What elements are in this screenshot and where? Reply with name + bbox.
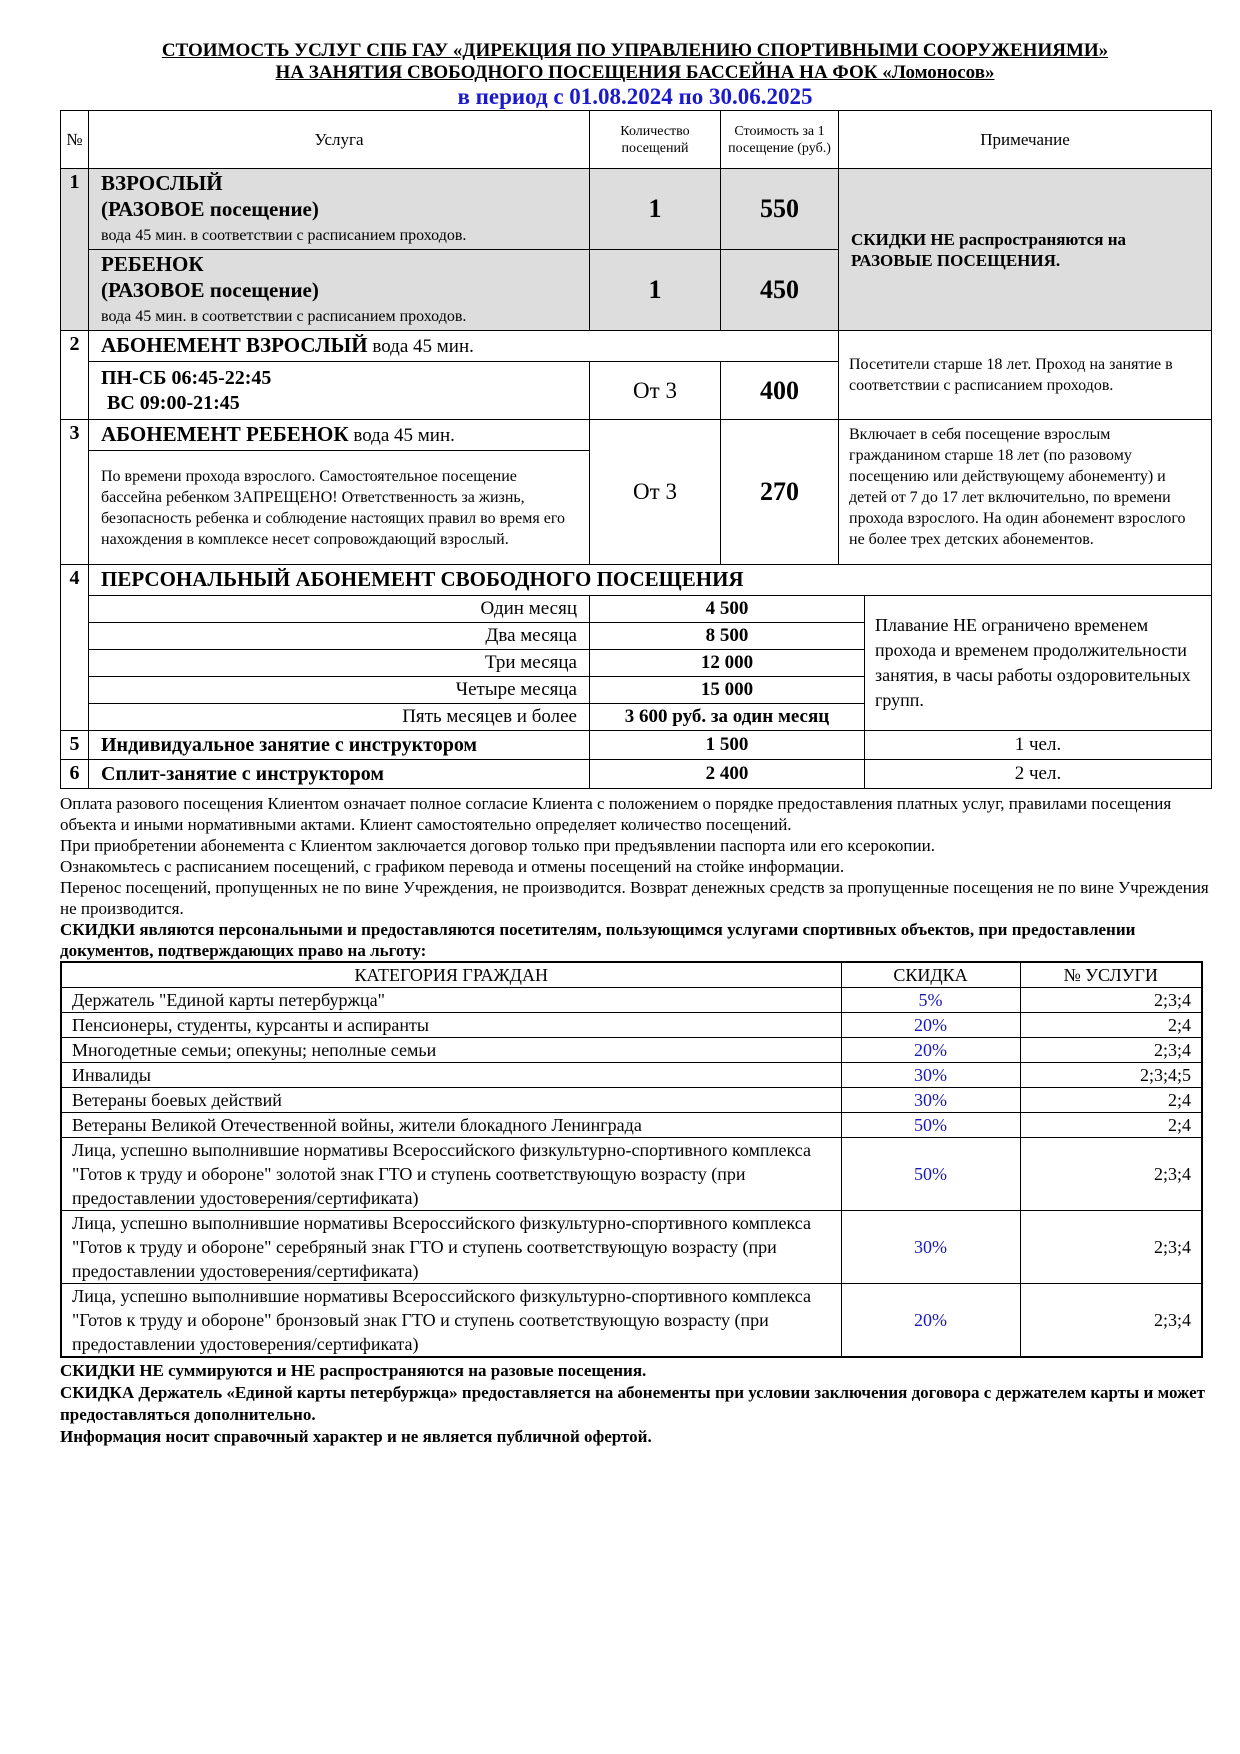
service-desc: По времени прохода взрослого. Самостоятельное посещение бассейна ребенком ЗАПРЕЩЕНО! Ответственность за жизнь, безопасность ребенка и соблюдение настоящих правил во время его нахождения в комплексе несет сопровождающий взрослый.	[89, 451, 590, 565]
service-num: 4	[61, 565, 89, 731]
visits-value: От 3	[590, 362, 721, 420]
service-num: 3	[61, 420, 89, 565]
discount-value: 20%	[841, 1038, 1020, 1063]
price-value: 270	[721, 420, 839, 565]
footer-line: СКИДКА Держатель «Единой карты петербуржца» предоставляется на абонементы при условии заключения договора с держателем карты и может предоставляться дополнительно.	[60, 1383, 1206, 1424]
discount-category: Инвалиды	[61, 1063, 841, 1088]
discount-service-nums: 2;3;4	[1020, 1211, 1202, 1284]
service-num: 6	[61, 760, 89, 789]
discount-service-nums: 2;3;4;5	[1020, 1063, 1202, 1088]
discount-value: 50%	[841, 1138, 1020, 1211]
discount-category: Лица, успешно выполнившие нормативы Всероссийского физкультурно-спортивного комплекса "Готов к труду и обороне" золотой знак ГТО и ступень соответствующую возрасту (при предоставлении удостоверения/сертификата)	[61, 1138, 841, 1211]
service-note: СКИДКИ НЕ распространяются на РАЗОВЫЕ ПОСЕЩЕНИЯ.	[839, 169, 1212, 331]
price-document	[60, 40, 1210, 1448]
service-child-single	[89, 250, 590, 331]
discount-value: 50%	[841, 1113, 1020, 1138]
service-title: РЕБЕНОК	[101, 252, 204, 276]
service-note: 2 чел.	[865, 760, 1212, 789]
discount-category: Ветераны Великой Отечественной войны, жители блокадного Ленинграда	[61, 1113, 841, 1138]
discount-service-nums: 2;3;4	[1020, 1284, 1202, 1358]
terms-text	[60, 793, 1210, 961]
schedule	[89, 362, 590, 420]
service-subtitle: (РАЗОВОЕ посещение)	[101, 197, 319, 221]
visits-value: От 3	[590, 420, 721, 565]
discounts-table	[60, 961, 1203, 1358]
discount-category: Лица, успешно выполнившие нормативы Всероссийского физкультурно-спортивного комплекса "Готов к труду и обороне" бронзовый знак ГТО и ступень соответствующую возрасту (при предоставлении удостоверения/сертификата)	[61, 1284, 841, 1358]
discount-value: 20%	[841, 1284, 1020, 1358]
discount-value: 30%	[841, 1063, 1020, 1088]
service-subtitle: (РАЗОВОЕ посещение)	[101, 278, 319, 302]
discount-row	[61, 1038, 1202, 1063]
price-value: 400	[721, 362, 839, 420]
service-title: Индивидуальное занятие с инструктором	[89, 731, 590, 760]
service-title: ПЕРСОНАЛЬНЫЙ АБОНЕМЕНТ СВОБОДНОГО ПОСЕЩЕНИЯ	[101, 567, 744, 591]
price-value: 450	[721, 250, 839, 331]
footer-line: СКИДКИ НЕ суммируются и НЕ распространяются на разовые посещения.	[60, 1361, 647, 1380]
subscription-price: 12 000	[590, 650, 865, 677]
service-title-cell	[89, 331, 839, 362]
discount-category: Держатель "Единой карты петербуржца"	[61, 988, 841, 1013]
service-water: вода 45 мин.	[353, 425, 455, 446]
discount-row	[61, 1284, 1202, 1358]
service-num: 2	[61, 331, 89, 420]
subscription-period: Один месяц	[89, 596, 590, 623]
discount-service-nums: 2;4	[1020, 1088, 1202, 1113]
discounts-table-header	[61, 962, 1202, 988]
service-num: 5	[61, 731, 89, 760]
footer-notes	[60, 1360, 1210, 1448]
footer-line: Информация носит справочный характер и не является публичной офертой.	[60, 1427, 652, 1446]
service-row-6	[61, 760, 1212, 789]
service-desc: вода 45 мин. в соответствии с расписанием проходов.	[101, 227, 467, 244]
service-num: 1	[61, 169, 89, 331]
service-desc: вода 45 мин. в соответствии с расписанием проходов.	[101, 308, 467, 325]
schedule-sunday: ВС 09:00-21:45	[107, 391, 240, 414]
service-row-1-adult	[61, 169, 1212, 250]
col-note: Примечание	[839, 111, 1212, 169]
subscription-item	[61, 596, 1212, 623]
subscription-price: 3 600 руб. за один месяц	[590, 704, 865, 731]
discount-service-nums: 2;4	[1020, 1113, 1202, 1138]
col-num: №	[61, 111, 89, 169]
services-table	[60, 110, 1212, 789]
discount-row	[61, 1138, 1202, 1211]
visits-value: 1	[590, 250, 721, 331]
schedule-weekdays: ПН-СБ 06:45-22:45	[101, 366, 272, 389]
service-row-2-title	[61, 331, 1212, 362]
service-row-3-title	[61, 420, 1212, 451]
subscription-period: Два месяца	[89, 623, 590, 650]
col-visits: Количество посещений	[590, 111, 721, 169]
price-value: 1 500	[590, 731, 865, 760]
discount-category: Многодетные семьи; опекуны; неполные семьи	[61, 1038, 841, 1063]
subscription-price: 8 500	[590, 623, 865, 650]
discount-row	[61, 1088, 1202, 1113]
col-category: КАТЕГОРИЯ ГРАЖДАН	[61, 962, 841, 988]
discount-row	[61, 1063, 1202, 1088]
service-row-5	[61, 731, 1212, 760]
service-note: Плавание НЕ ограничено временем прохода и временем продолжительности занятия, в часы работы оздоровительных групп.	[865, 596, 1212, 731]
terms-paragraph: Перенос посещений, пропущенных не по вине Учреждения, не производится. Возврат денежных средств за пропущенные посещения не по вине Учреждения не производится.	[60, 878, 1209, 918]
discount-category: Ветераны боевых действий	[61, 1088, 841, 1113]
col-discount: СКИДКА	[841, 962, 1020, 988]
discount-row	[61, 1013, 1202, 1038]
discount-row	[61, 1113, 1202, 1138]
service-adult-single	[89, 169, 590, 250]
discount-value: 30%	[841, 1211, 1020, 1284]
price-value: 550	[721, 169, 839, 250]
service-note: 1 чел.	[865, 731, 1212, 760]
service-title: АБОНЕМЕНТ РЕБЕНОК	[101, 422, 349, 446]
service-row-4-title	[61, 565, 1212, 596]
visits-value: 1	[590, 169, 721, 250]
service-title-cell	[89, 565, 1212, 596]
service-title: ВЗРОСЛЫЙ	[101, 171, 223, 195]
discount-service-nums: 2;3;4	[1020, 1038, 1202, 1063]
service-title: АБОНЕМЕНТ ВЗРОСЛЫЙ	[101, 333, 368, 357]
service-note: Посетители старше 18 лет. Проход на занятие в соответствии с расписанием проходов.	[839, 331, 1212, 420]
service-water: вода 45 мин.	[372, 336, 474, 357]
subscription-period: Пять месяцев и более	[89, 704, 590, 731]
subscription-period: Четыре месяца	[89, 677, 590, 704]
discount-value: 5%	[841, 988, 1020, 1013]
terms-paragraph: Ознакомьтесь с расписанием посещений, с графиком перевода и отмены посещений на стойке информации.	[60, 857, 845, 876]
doc-title-line1: СТОИМОСТЬ УСЛУГ СПБ ГАУ «ДИРЕКЦИЯ ПО УПРАВЛЕНИЮ СПОРТИВНЫМИ СООРУЖЕНИЯМИ»	[161, 40, 1109, 61]
col-service: Услуга	[89, 111, 590, 169]
subscription-period: Три месяца	[89, 650, 590, 677]
discount-category: Лица, успешно выполнившие нормативы Всероссийского физкультурно-спортивного комплекса "Готов к труду и обороне" серебряный знак ГТО и ступень соответствующую возрасту (при предоставлении удостоверения/сертификата)	[61, 1211, 841, 1284]
doc-period: в период с 01.08.2024 по 30.06.2025	[457, 84, 813, 109]
discount-row	[61, 988, 1202, 1013]
discount-service-nums: 2;3;4	[1020, 1138, 1202, 1211]
subscription-price: 15 000	[590, 677, 865, 704]
discount-category: Пенсионеры, студенты, курсанты и аспиранты	[61, 1013, 841, 1038]
price-value: 2 400	[590, 760, 865, 789]
terms-paragraph: Оплата разового посещения Клиентом означает полное согласие Клиента с положением о порядке предоставления платных услуг, правилами посещения объекта и иными нормативными актами. Клиент самостоятельно определяет количество посещений.	[60, 794, 1172, 834]
discount-service-nums: 2;3;4	[1020, 988, 1202, 1013]
discount-service-nums: 2;4	[1020, 1013, 1202, 1038]
service-title-cell	[89, 420, 590, 451]
col-price: Стоимость за 1 посещение (руб.)	[721, 111, 839, 169]
discount-row	[61, 1211, 1202, 1284]
col-service-num: № УСЛУГИ	[1020, 962, 1202, 988]
doc-title-line2: НА ЗАНЯТИЯ СВОБОДНОГО ПОСЕЩЕНИЯ БАССЕЙНА НА ФОК «Ломоносов»	[275, 62, 995, 83]
terms-paragraph: При приобретении абонемента с Клиентом заключается договор только при предъявлении паспорта или его ксерокопии.	[60, 836, 935, 855]
services-table-header	[61, 111, 1212, 169]
service-title: Сплит-занятие с инструктором	[89, 760, 590, 789]
discount-value: 20%	[841, 1013, 1020, 1038]
subscription-price: 4 500	[590, 596, 865, 623]
service-note: Включает в себя посещение взрослым гражданином старше 18 лет (по разовому посещению или действующему абонементу) и детей от 7 до 17 лет включительно, по времени прохода взрослого. На один абонемент взрослого не более трех детских абонементов.	[839, 420, 1212, 565]
discount-value: 30%	[841, 1088, 1020, 1113]
discount-intro: СКИДКИ являются персональными и предоставляются посетителям, пользующимся услугами спортивных объектов, при предоставлении документов, подтверждающих право на льготу:	[60, 920, 1136, 960]
